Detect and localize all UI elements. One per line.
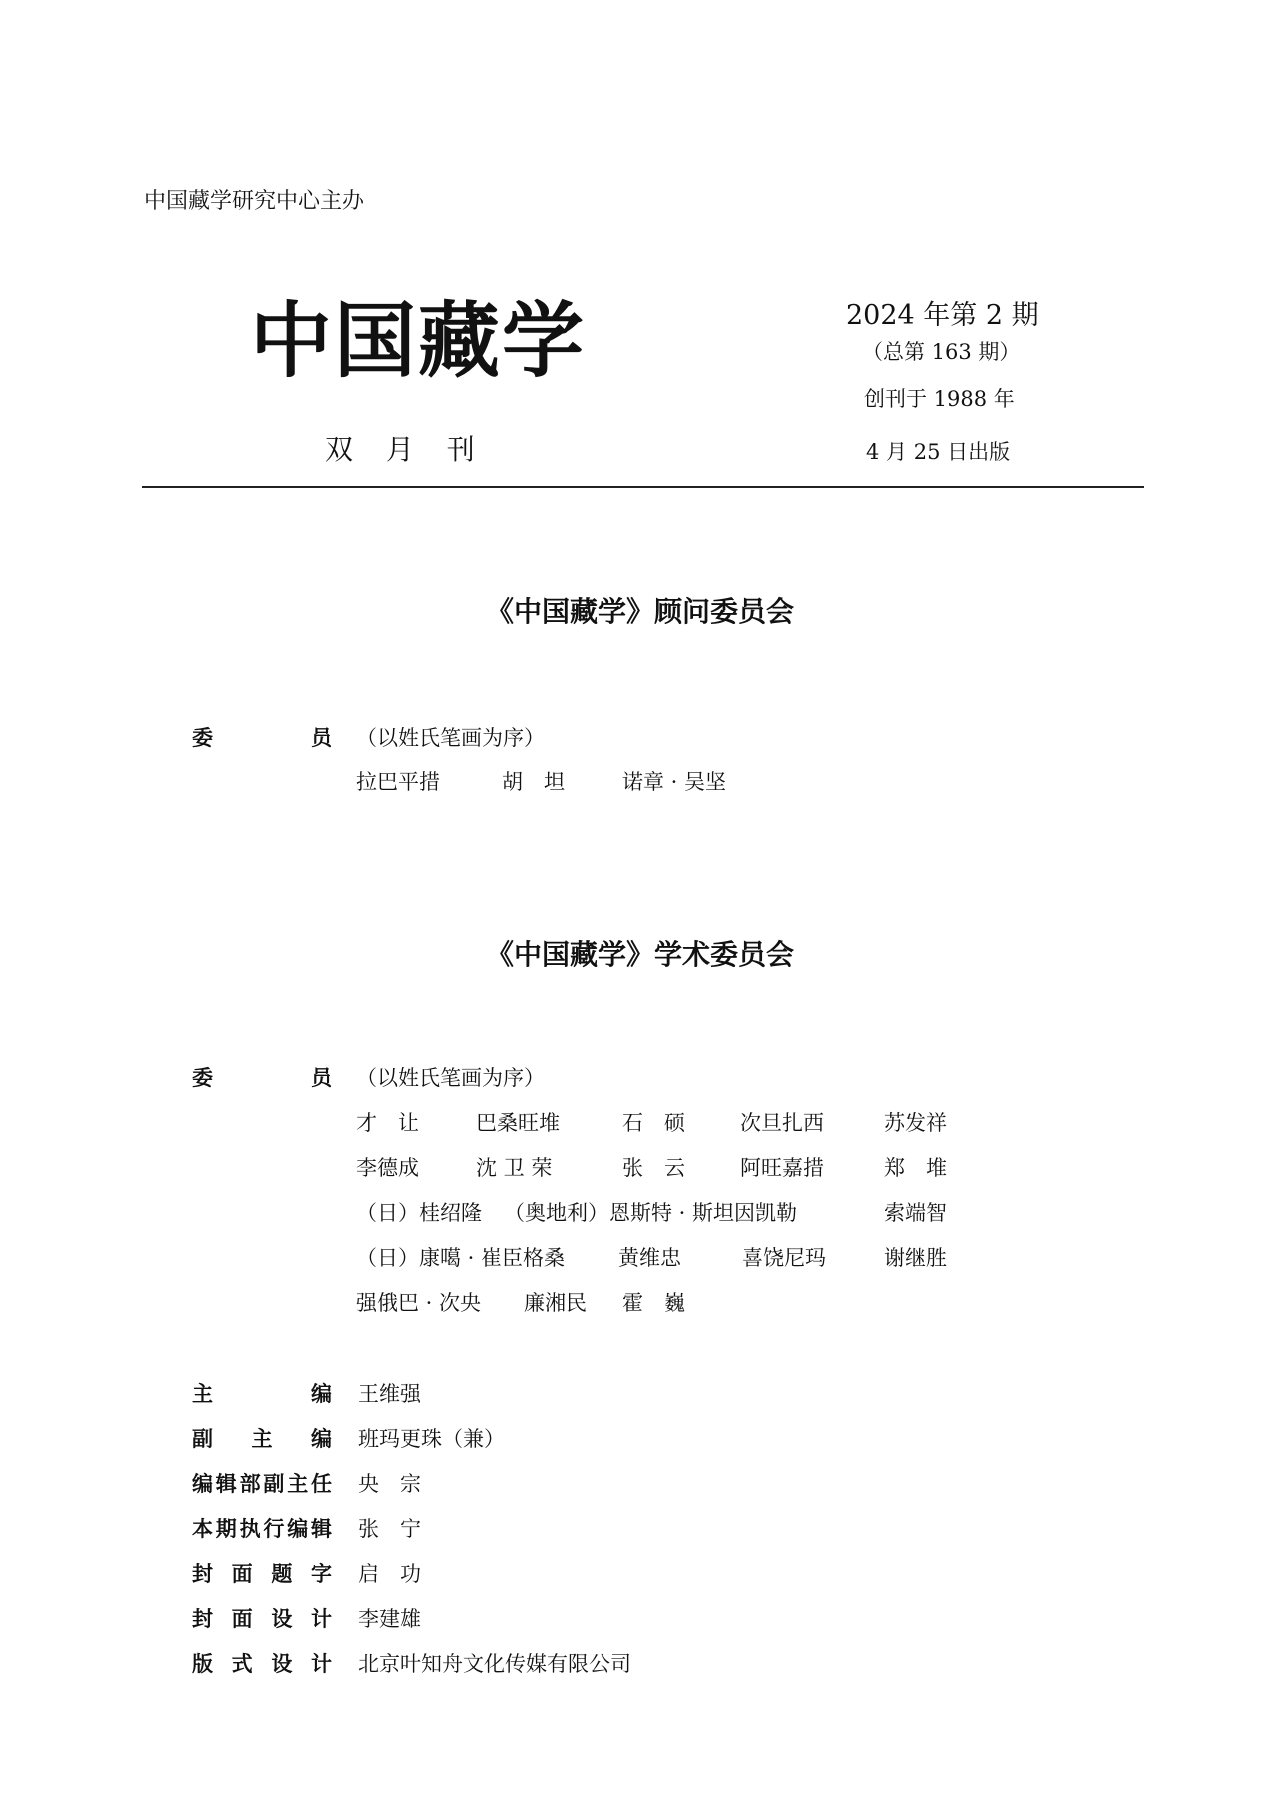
advisory-ordering-note: （以姓氏笔画为序）: [356, 726, 545, 750]
journal-title-calligraphy: 中国藏学: [250, 293, 587, 389]
academic-member-name: 才 让: [356, 1111, 419, 1135]
academic-member-name: 强俄巴 · 次央: [356, 1291, 482, 1315]
academic-member-name: 廉湘民: [524, 1291, 587, 1315]
academic-member-name: 巴桑旺堆: [476, 1111, 560, 1135]
staff-value: 王维强: [358, 1382, 421, 1406]
academic-member-name: 索端智: [884, 1201, 947, 1225]
advisory-member-name: 诺章 · 吴坚: [622, 770, 727, 794]
staff-value: 班玛更珠（兼）: [358, 1427, 505, 1451]
total-issue-number: （总第 163 期）: [862, 340, 1021, 364]
academic-member-name: 次旦扎西: [740, 1111, 824, 1135]
advisory-committee-title: 《中国藏学》顾问委员会: [485, 595, 794, 628]
publication-date: 4 月 25 日出版: [866, 440, 1011, 464]
staff-value: 张 宁: [358, 1517, 421, 1541]
staff-label: 封面设计: [192, 1607, 332, 1631]
staff-value: 李建雄: [358, 1607, 421, 1631]
sponsor-line: 中国藏学研究中心主办: [144, 189, 365, 214]
staff-label: 编辑部副主任: [192, 1472, 332, 1496]
academic-member-name: 阿旺嘉措: [740, 1156, 824, 1180]
publication-frequency: 双 月 刊: [325, 433, 487, 466]
academic-member-name: 黄维忠: [618, 1246, 681, 1270]
staff-label: 本期执行编辑: [192, 1517, 332, 1541]
academic-names-row: [356, 1152, 1076, 1182]
header-divider: [142, 486, 1144, 488]
academic-member-name: （日）康噶 · 崔臣格桑: [356, 1246, 566, 1270]
academic-member-name: 苏发祥: [884, 1111, 947, 1135]
academic-names-row: [356, 1242, 1076, 1272]
academic-names-row: [356, 1197, 1076, 1227]
staff-value: 启 功: [358, 1562, 421, 1586]
advisory-member-name: 拉巴平措: [356, 770, 440, 794]
advisory-names-row: [356, 766, 856, 796]
academic-member-name: 沈 卫 荣: [476, 1156, 553, 1180]
advisory-members-label: 委员: [192, 726, 332, 750]
academic-member-name: 霍 巍: [622, 1291, 685, 1315]
academic-member-name: （日）桂绍隆: [356, 1201, 482, 1225]
issue-number: 2024 年第 2 期: [846, 300, 1039, 331]
founded-year: 创刊于 1988 年: [864, 387, 1015, 411]
staff-label: 副主编: [192, 1427, 332, 1451]
academic-committee-title: 《中国藏学》学术委员会: [485, 938, 794, 971]
academic-member-name: 谢继胜: [884, 1246, 947, 1270]
academic-member-name: 郑 堆: [884, 1156, 947, 1180]
advisory-member-name: 胡 坦: [502, 770, 565, 794]
academic-member-name: 喜饶尼玛: [742, 1246, 826, 1270]
academic-member-name: 石 硕: [622, 1111, 685, 1135]
staff-label: 版式设计: [192, 1652, 332, 1676]
academic-member-name: （奥地利）恩斯特 · 斯坦因凯勒: [504, 1201, 798, 1225]
academic-ordering-note: （以姓氏笔画为序）: [356, 1066, 545, 1090]
academic-member-name: 李德成: [356, 1156, 419, 1180]
academic-names-row: [356, 1287, 1076, 1317]
staff-value: 央 宗: [358, 1472, 421, 1496]
academic-names-row: [356, 1107, 1076, 1137]
academic-member-name: 张 云: [622, 1156, 685, 1180]
staff-value: 北京叶知舟文化传媒有限公司: [358, 1652, 631, 1676]
academic-members-label: 委员: [192, 1066, 332, 1090]
staff-label: 封面题字: [192, 1562, 332, 1586]
staff-label: 主编: [192, 1382, 332, 1406]
